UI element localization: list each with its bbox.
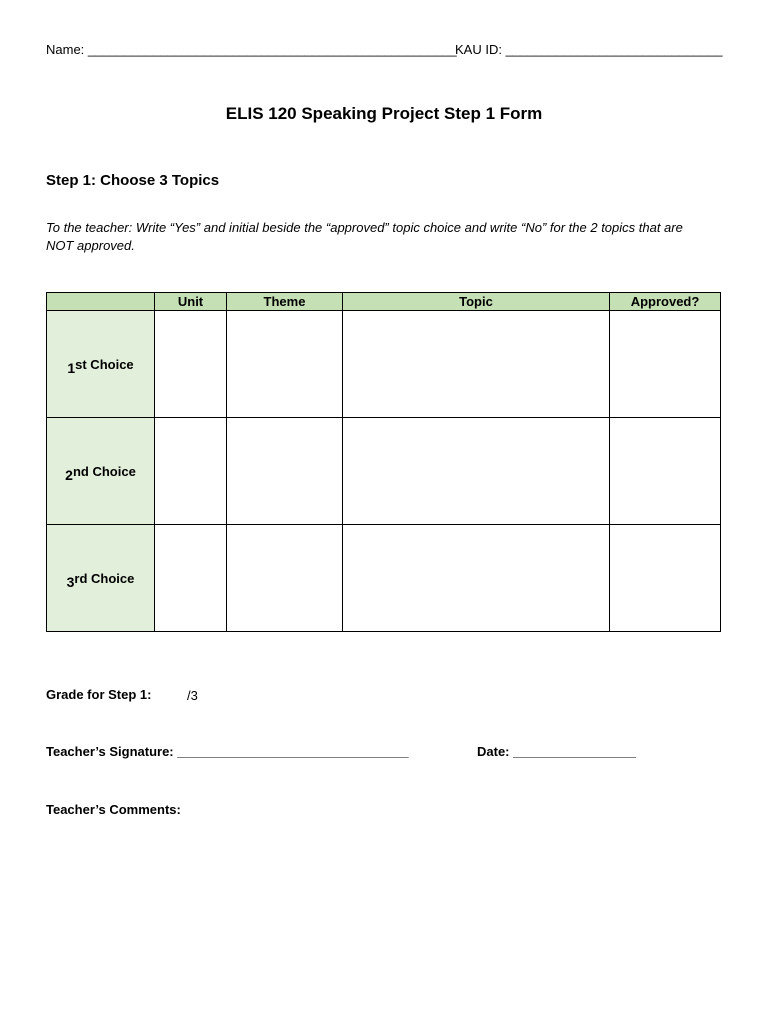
cell-unit[interactable] <box>155 525 227 632</box>
ordinal-number: 2 <box>65 467 73 483</box>
ordinal-suffix: nd Choice <box>72 464 136 479</box>
grade-value[interactable]: /3 <box>187 688 198 703</box>
step-heading: Step 1: Choose 3 Topics <box>46 172 220 189</box>
column-header-theme: Theme <box>227 293 343 311</box>
cell-unit[interactable] <box>155 311 227 418</box>
row-label-first-choice <box>47 311 155 418</box>
cell-topic[interactable] <box>343 525 610 632</box>
ordinal-number: 1 <box>67 360 76 376</box>
ordinal-suffix: st Choice <box>75 357 134 372</box>
column-header-topic: Topic <box>343 293 610 311</box>
cell-theme[interactable] <box>227 525 343 632</box>
kau-id-field-line[interactable]: KAU ID: ______________________________ <box>455 42 723 57</box>
table-row <box>47 418 721 525</box>
row-label-third-choice <box>47 525 155 632</box>
date-field-line[interactable]: Date: _________________ <box>477 744 637 759</box>
cell-topic[interactable] <box>343 418 610 525</box>
cell-unit[interactable] <box>155 418 227 525</box>
teacher-signature-line[interactable]: Teacher’s Signature: ________________________________ <box>46 744 409 759</box>
cell-theme[interactable] <box>227 418 343 525</box>
name-field-line[interactable]: Name: ___________________________________________________ <box>46 42 457 57</box>
cell-approved[interactable] <box>610 311 721 418</box>
ordinal-suffix: rd Choice <box>74 571 135 586</box>
cell-theme[interactable] <box>227 311 343 418</box>
table-row <box>47 525 721 632</box>
table-row <box>47 311 721 418</box>
column-header-unit: Unit <box>155 293 227 311</box>
teacher-comments-label: Teacher’s Comments: <box>46 802 181 817</box>
page-title: ELIS 120 Speaking Project Step 1 Form <box>225 104 543 123</box>
column-header-blank <box>47 293 155 311</box>
cell-approved[interactable] <box>610 418 721 525</box>
cell-approved[interactable] <box>610 525 721 632</box>
row-label-second-choice <box>47 418 155 525</box>
table-header-row <box>47 293 721 311</box>
column-header-approved: Approved? <box>610 293 721 311</box>
cell-topic[interactable] <box>343 311 610 418</box>
ordinal-number: 3 <box>66 574 75 590</box>
teacher-instructions: To the teacher: Write “Yes” and initial beside the “approved” topic choice and write “No” for the 2 topics that are NOT approved. <box>46 220 683 253</box>
topics-table <box>46 292 721 632</box>
grade-label: Grade for Step 1: <box>46 687 152 702</box>
